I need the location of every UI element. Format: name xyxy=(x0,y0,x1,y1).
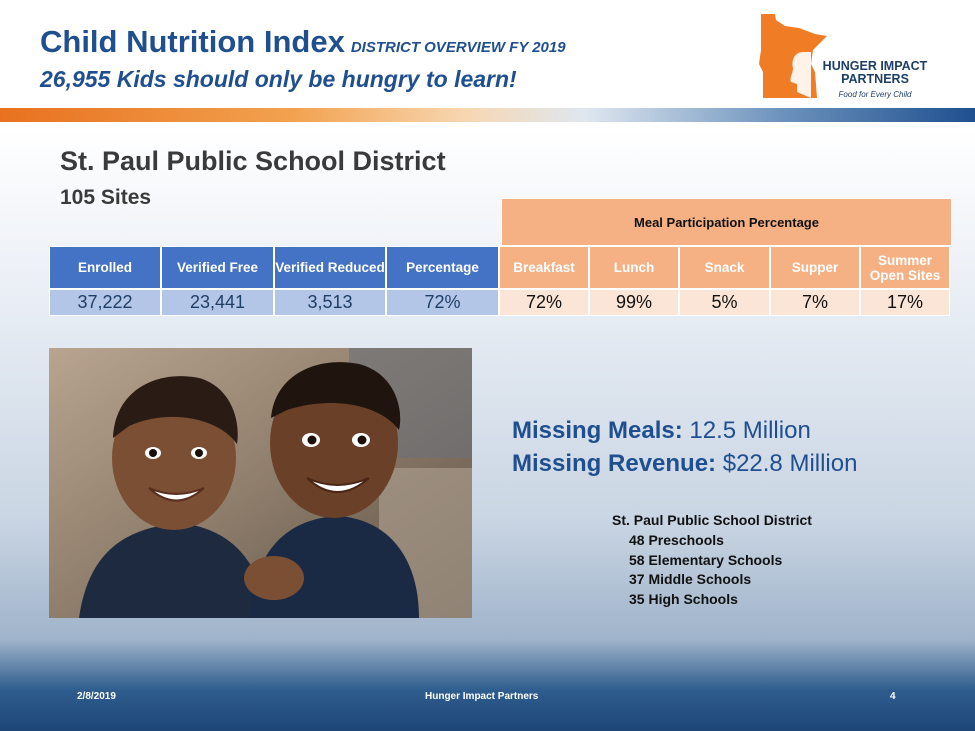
footer-org: Hunger Impact Partners xyxy=(425,691,539,702)
minnesota-state-icon xyxy=(755,12,835,102)
header-supper: Supper xyxy=(770,246,860,289)
cell-verified-reduced: 3,513 xyxy=(274,289,386,316)
hunger-impact-partners-logo xyxy=(755,12,945,104)
cell-snack: 5% xyxy=(679,289,770,316)
logo-name: HUNGER IMPACT PARTNERS xyxy=(822,59,928,86)
header-summer-open-sites: Summer Open Sites xyxy=(860,246,950,289)
header-stripe xyxy=(0,108,975,122)
list-item: 48 Preschools xyxy=(629,531,724,548)
cell-breakfast: 72% xyxy=(499,289,589,316)
list-item: 58 Elementary Schools xyxy=(629,551,783,568)
page-subtitle: DISTRICT OVERVIEW FY 2019 xyxy=(350,39,566,56)
district-name: St. Paul Public School District xyxy=(60,146,446,176)
missing-summary xyxy=(512,414,857,480)
header-snack: Snack xyxy=(679,246,770,289)
cell-enrolled: 37,222 xyxy=(49,289,161,316)
cell-lunch: 99% xyxy=(589,289,679,316)
schools-title: St. Paul Public School District xyxy=(612,512,812,528)
list-item: 37 Middle Schools xyxy=(629,571,752,588)
page-title: Child Nutrition Index DISTRICT OVERVIEW FY 2019 xyxy=(40,24,566,59)
header-verified-free: Verified Free xyxy=(161,246,274,289)
missing-meals: Missing Meals: 12.5 Million xyxy=(512,417,811,444)
header-percentage: Percentage xyxy=(386,246,499,289)
missing-revenue: Missing Revenue: $22.8 Million xyxy=(512,450,858,477)
header-lunch: Lunch xyxy=(589,246,679,289)
header xyxy=(0,0,975,108)
header-enrolled: Enrolled xyxy=(49,246,161,289)
cell-summer-open-sites: 17% xyxy=(860,289,950,316)
cell-supper: 7% xyxy=(770,289,860,316)
meal-participation-header: Meal Participation Percentage xyxy=(501,198,952,246)
cell-verified-free: 23,441 xyxy=(161,289,274,316)
list-item: 35 High Schools xyxy=(629,591,738,608)
site-count: 105 Sites xyxy=(60,186,152,209)
header-breakfast: Breakfast xyxy=(499,246,589,289)
cell-percentage: 72% xyxy=(386,289,499,316)
children-photo xyxy=(49,348,472,618)
page-number: 4 xyxy=(890,691,896,702)
header-verified-reduced: Verified Reduced xyxy=(274,246,386,289)
tagline: 26,955 Kids should only be hungry to learn! xyxy=(40,66,517,92)
footer-date: 2/8/2019 xyxy=(77,691,116,702)
schools-list xyxy=(612,511,812,610)
district-stats-table xyxy=(49,246,950,316)
logo-tagline: Food for Every Child xyxy=(838,90,912,99)
